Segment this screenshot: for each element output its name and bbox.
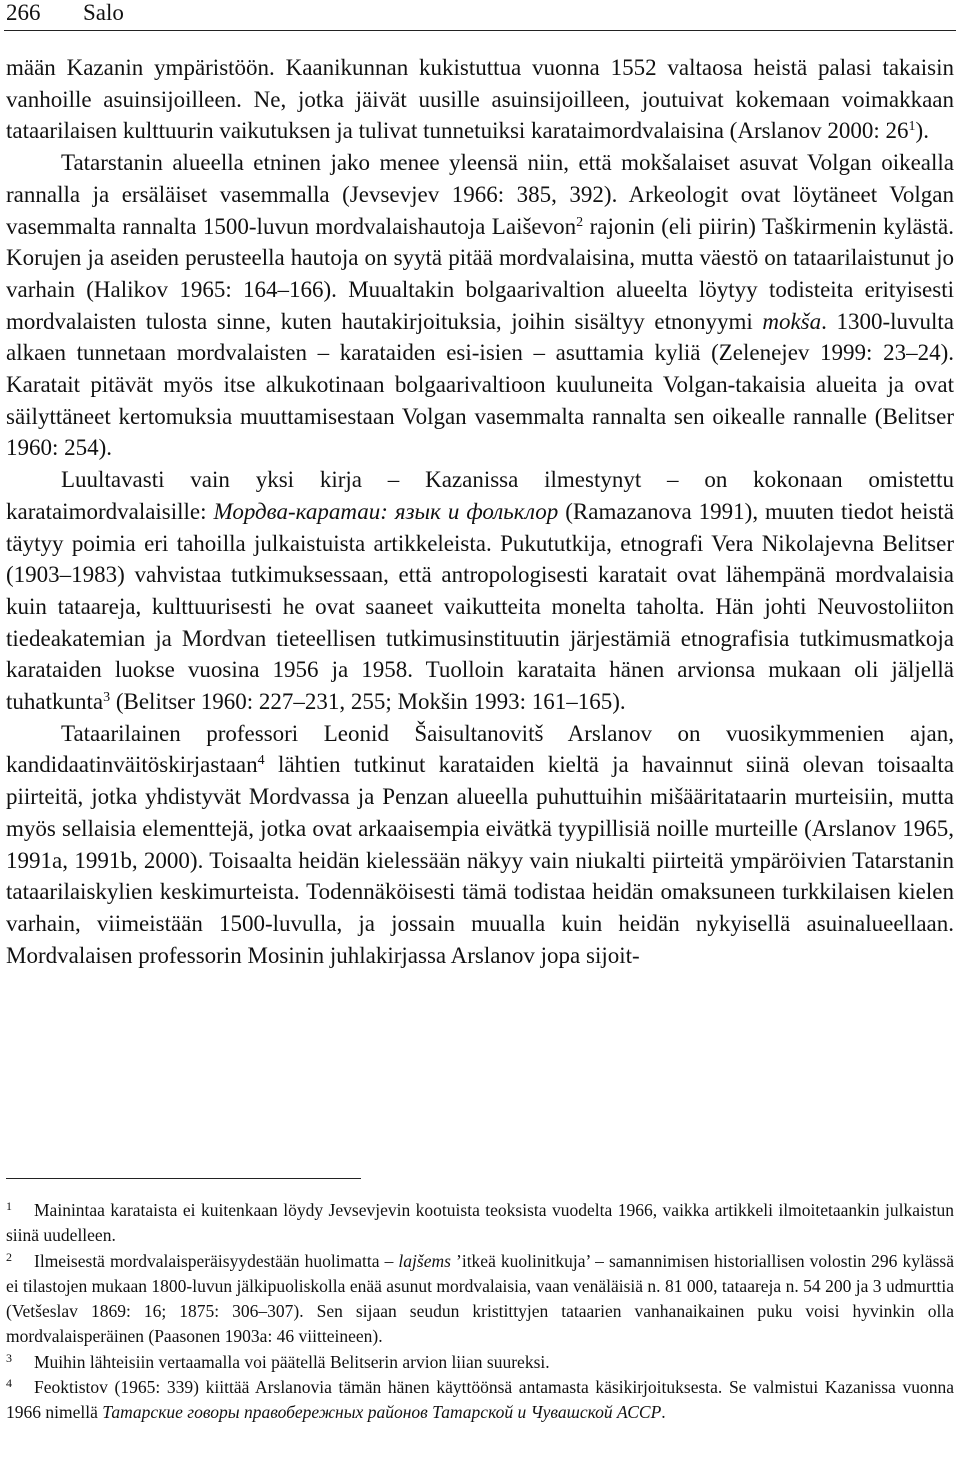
- paragraph-3-text-a: Luultavasti vain yksi kirja – Kazanissa ilmestynyt – on kokonaan omistettu karataimordvalaisille:: [6, 467, 954, 524]
- footnote-2-text-b: ’itkeä kuolinitkuja’ – samannimisen historiallisen volostin 296 kylässä ei tilastojen mukaan 1800-luvun jälkipuoliskolla enää asunut mordvalaisia, vaan venäläisiä n. 81 000, tataareja n. 54 200 ja 3 udmurttia (Vetšeslav 1869: 16; 1875: 306–307). Sen sijaan seudun kristittyjen tataarien vanhanaikainen puku voisi hyvinkin olla mordvalaisperäinen (Paasonen 1903a: 46 viitteineen).: [6, 1250, 955, 1347]
- paragraph-3-text-c: (Belitser 1960: 227–231, 255; Mokšin 1993: 161–165).: [110, 689, 626, 715]
- footnotes: [6, 1198, 954, 1426]
- italic-term-moksa: mokša: [762, 308, 822, 334]
- paragraph-4: [6, 718, 954, 972]
- footnote-rule: [6, 1178, 361, 1179]
- footnote-ref-4: 4: [257, 753, 265, 769]
- running-head: Salo: [83, 0, 124, 25]
- paragraph-3-text-b: (Ramazanova 1991), muuten tiedot heistä täytyy poimia eri tahoilla julkaistuista artikkeleista. Pukututkija, etnografi Vera Nikolajevna Belitser (1903–1983) vahvistaa tutkimuksessaan, että antropologisesti karatait ovat lähempänä mordvalaisia kuin tataareja, kulttuurisesti he ovat saaneet vaikutteita monelta taholta. Hän johti Neuvostoliiton tiedeakatemian ja Mordvan tieteellisen tutkimusinstituutin järjestämiä etnografisia tutkimusmatkoja karataiden luokse vuosina 1956 ja 1958. Tuolloin karataita hänen arvionsa mukaan oli jäljellä tuhatkunta: [6, 498, 955, 715]
- paragraph-2: [6, 147, 954, 464]
- paragraph-2-text-c: . 1300-luvulta alkaen tunnetaan mordvalaisten – karataiden esi-isien – asuttamia kyliä (Zelenejev 1999: 23–24). Karatait pitävät myös itse alkukotinaan bolgaarivaltioon kuuluneita Volgan-takaisia alueita ja ovat säilyttäneet kertomuksia muuttamisestaan Volgan vasemmalta rannalta sen oikealle rannalle (Belitser 1960: 254).: [6, 308, 954, 461]
- footnote-2: 2 Ilmeisestä mordvalaisperäisyydestään huolimatta – lajšems ’itkeä kuolinitkuja’ – samannimisen historiallisen volostin 296 kylässä ei tilastojen mukaan 1800-luvun jälkipuoliskolla enää asunut mordvalaisia, vaan venäläisiä n. 81 000, tataareja n. 54 200 ja 3 udmurttia (Vetšeslav 1869: 16; 1875: 306–307). Sen sijaan seudun kristittyjen tataarien vanhanaikainen puku voisi hyvinkin olla mordvalaisperäinen (Paasonen 1903a: 46 viitteineen).: [6, 1249, 955, 1347]
- paragraph-4-text-b: lähtien tutkinut karataiden kieltä ja havainnut siinä olevan toisaalta piirteitä, jotka yhdistyvät Mordvassa ja Penzan alueella puhuttuihin mišääritataarin murteisiin, mutta myös sellaisia elementtejä, jotka ovat arkaaisempia eivätkä tyypillisiä noille murteille (Arslanov 1965, 1991a, 1991b, 2000). Toisaalta heidän kielessään näkyy vain niukalti piirteitä ympäröivien Tatarstanin tataarilaiskylien keskimurteista. Todennäköisesti tämä todistaa heidän omaksuneen turkkilaisen kielen varhain, viimeistään 1500-luvulla, ja jossain muualla kuin heidän nykyisellä asuinalueellaan. Mordvalaisen professorin Mosinin juhlakirjassa Arslanov jopa sijoit-: [6, 752, 954, 968]
- paragraph-2-text-b: rajonin (eli piirin) Taškirmenin kylästä. Korujen ja aseiden perusteella hautoja on syytä pitää mordvalaisina, mutta väestö on tataarilaistunut jo varhain (Halikov 1965: 164–166). Muualtakin bolgaarivaltion alueelta löytyy todisteita erityisesti mordvalaisten tulosta sinne, kuten hautakirjoituksia, joihin sisältyy etnonyymi: [6, 213, 954, 334]
- paragraph-4-text-a: Tataarilainen professori Leonid Šaisultanovitš Arslanov on vuosikymmenien ajan, kandidaatinväitöskirjastaan: [6, 720, 954, 778]
- footnote-ref-3: 3: [103, 690, 111, 706]
- italic-term-lajsems: lajšems: [398, 1250, 451, 1271]
- footnote-2-text-a: Ilmeisestä mordvalaisperäisyydestään huolimatta –: [34, 1250, 399, 1271]
- paragraph-1: [6, 52, 954, 147]
- paragraph-1-text-a: mään Kazanin ympäristöön. Kaanikunnan kukistuttua vuonna 1552 valtaosa heistä palasi takaisin vanhoille asuinsijoilleen. Ne, jotka jäivät uusille asuinsijoilleen, joutuivat kokemaan voimakkaan tataarilaisen kulttuurin vaikutuksen ja tulivat tunnetuiksi karataimordvalaisina (Arslanov 2000: 26: [6, 55, 954, 144]
- footnote-4-text-b: .: [661, 1402, 666, 1423]
- paragraph-3: [6, 464, 954, 718]
- page-header: [0, 0, 960, 31]
- page-number: 266: [6, 0, 41, 25]
- footnote-4-text-a: Feoktistov (1965: 339) kiittää Arslanovia tämän hänen käyttöönsä antamasta käsikirjoituksesta. Se valmistui Kazanissa vuonna 1966 nimellä: [6, 1377, 954, 1423]
- footnote-1: 1 Mainintaa karataista ei kuitenkaan löydy Jevsevjevin kootuista teoksista vuodelta 1966, vaikka artikkeli ilmoitetaankin julkaistun siinä uudelleen.: [6, 1199, 954, 1246]
- footnote-3-text: Muihin lähteisiin vertaamalla voi päätellä Belitserin arvion liian suureksi.: [34, 1351, 550, 1372]
- italic-thesis-title: Татарские говоры правобережных районов Татарской и Чувашской АССР: [102, 1402, 662, 1423]
- footnote-ref-1: 1: [908, 119, 916, 135]
- footnote-4: 4 Feoktistov (1965: 339) kiittää Arslanovia tämän hänen käyttöönsä antamasta käsikirjoituksesta. Se valmistui Kazanissa vuonna 1966 nimellä Татарские говоры правобережных районов Татарской и Чувашской АССР.: [6, 1376, 954, 1423]
- footnote-3: 3 Muihin lähteisiin vertaamalla voi päätellä Belitserin arvion liian suureksi.: [6, 1350, 550, 1372]
- body-text: [6, 52, 954, 971]
- header-rule: [4, 30, 956, 31]
- italic-book-title: Мордва-каратаи: язык и фольклор: [213, 498, 559, 524]
- paragraph-2-text-a: Tatarstanin alueella etninen jako menee yleensä niin, että mokšalaiset asuvat Volgan oikealla rannalla ja ersäläiset vasemmalla (Jevsevjev 1966: 385, 392). Arkeologit ovat löytäneet Volgan vasemmalta rannalta 1500-luvun mordvalaishautoja Laiševon: [6, 150, 954, 239]
- footnote-ref-2: 2: [576, 214, 584, 230]
- footnote-1-text: Mainintaa karataista ei kuitenkaan löydy Jevsevjevin kootuista teoksista vuodelta 1966, vaikka artikkeli ilmoitetaankin julkaistun siinä uudelleen.: [6, 1200, 954, 1246]
- paragraph-1-text-b: ).: [915, 118, 929, 144]
